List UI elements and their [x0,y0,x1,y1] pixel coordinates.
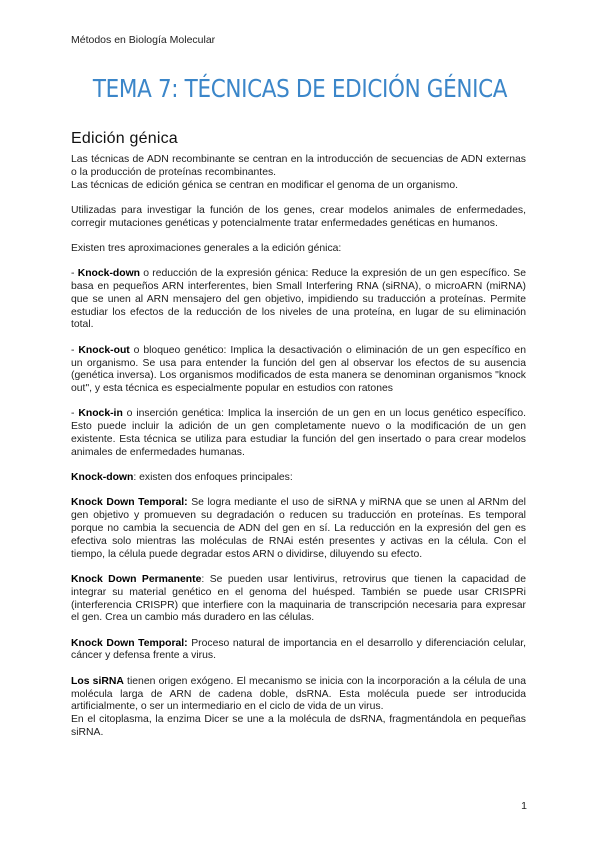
kd-temporal2-text: Proceso natural de importancia en el desarrollo y diferenciación celular, cáncer y defensa frente a virus. [71,637,527,662]
knockout-text: o bloqueo genético: Implica la desactivación o eliminación de un gen específico en un organismo. Se usa para entender la función del gen al observar los efectos de su ausencia (genética inversa). Los organismos modificados de esta manera se denominan organismos "knock out", y esta técnica es especialmente popular en estudios con ratones [71,344,526,395]
kd-temporal-paragraph [71,497,526,561]
kd-temporal2-paragraph [71,638,526,664]
approaches-intro: Existen tres aproximaciones generales a la edición génica: [71,242,342,254]
intro-paragraph [71,154,526,192]
bullet-dash: - [71,408,79,420]
kd-permanente-paragraph [71,574,526,625]
sirna-term: Los siRNA [71,675,124,687]
knockin-paragraph [71,408,526,459]
kd-temporal-text: Se logra mediante el uso de siRNA y miRNA que se unen al ARNm del gen objetivo y promueven su degradación o reducen su traducción en proteínas. Es temporal porque no cambia la secuencia de ADN del gen en sí. La reducción en la expresión del gen es efectiva solo mientras las moléculas de RNAi estén presentes y activas en la célula. Con el tiempo, la célula puede degradar estos ARN o dividirse, diluyendo su efecto. [71,497,526,560]
knockdown-term: Knock-down [77,268,141,280]
intro-line-1: Las técnicas de ADN recombinante se centran en la introducción de secuencias de ADN externas o la producción de proteínas recombinantes. [71,154,526,178]
running-header: Métodos en Biología Molecular [71,34,216,46]
sirna-line-2: En el citoplasma, la enzima Dicer se une a la molécula de dsRNA, fragmentándola en pequeñas siRNA. [71,714,526,738]
knockdown-text: o reducción de la expresión génica: Reduce la expresión de un gen específico. Se basa en pequeños ARN interferentes, bien Small Interfering RNA (siRNA), o microARN (miRNA) que se unen al ARN mensajero del gen objetivo, impidiendo su traducción a proteínas. Permite estudiar los efectos de la reducción de los niveles de una proteína, en lugar de su eliminación total. [71,268,526,331]
knockout-paragraph [71,345,526,396]
knockin-term: Knock-in [78,408,123,420]
sirna-paragraph [71,676,526,740]
kd-approaches-term: Knock-down [71,472,134,484]
intro-line-2: Las técnicas de edición génica se centran en modificar el genoma de un organismo. [71,179,458,191]
kd-temporal-term: Knock Down Temporal: [71,497,188,509]
sirna-text: tienen origen exógeno. El mecanismo se inicia con la incorporación a la célula de una molécula larga de ARN de cadena doble, dsRNA. Esta molécula puede ser introducida artificialmente, o ser un intermediario en el ciclo de vida de un virus. [71,675,526,713]
uses-paragraph: Utilizadas para investigar la función de los genes, crear modelos animales de enfermedades, corregir mutaciones genéticas y potencialmente tratar enfermedades genéticas en humanos. [71,204,526,229]
kd-temporal2-term: Knock Down Temporal: [71,637,188,649]
kd-permanente-term: Knock Down Permanente [71,573,202,585]
bullet-dash: - [71,268,78,280]
bullet-dash: - [71,344,79,356]
kd-approaches-paragraph [71,472,526,485]
section-heading: Edición génica [71,130,178,147]
kd-approaches-text: : existen dos enfoques principales: [133,472,293,484]
page-title: TEMA 7: TÉCNICAS DE EDICIÓN GÉNICA [92,74,508,103]
document-body [71,154,526,740]
knockout-term: Knock-out [78,344,130,356]
page-number: 1 [521,800,527,812]
kd-permanente-text: : Se pueden usar lentivirus, retrovirus que tienen la capacidad de integrar su material genético en el genoma del huésped. También se puede usar CRISPRi (interferencia CRISPR) que interfiere con la maquinaria de transcripción necesaria para expresar el gen. Crea un cambio más duradero en las células. [71,573,526,624]
knockdown-paragraph [71,268,526,332]
knockin-text: o inserción genética: Implica la inserción de un gen en un locus genético específico. Esto puede incluir la adición de un gen completamente nuevo o la modificación de un gen existente. Esta técnica se utiliza para estudiar la función del gen insertado o para crear modelos animales de enfermedades humanas. [71,408,526,458]
